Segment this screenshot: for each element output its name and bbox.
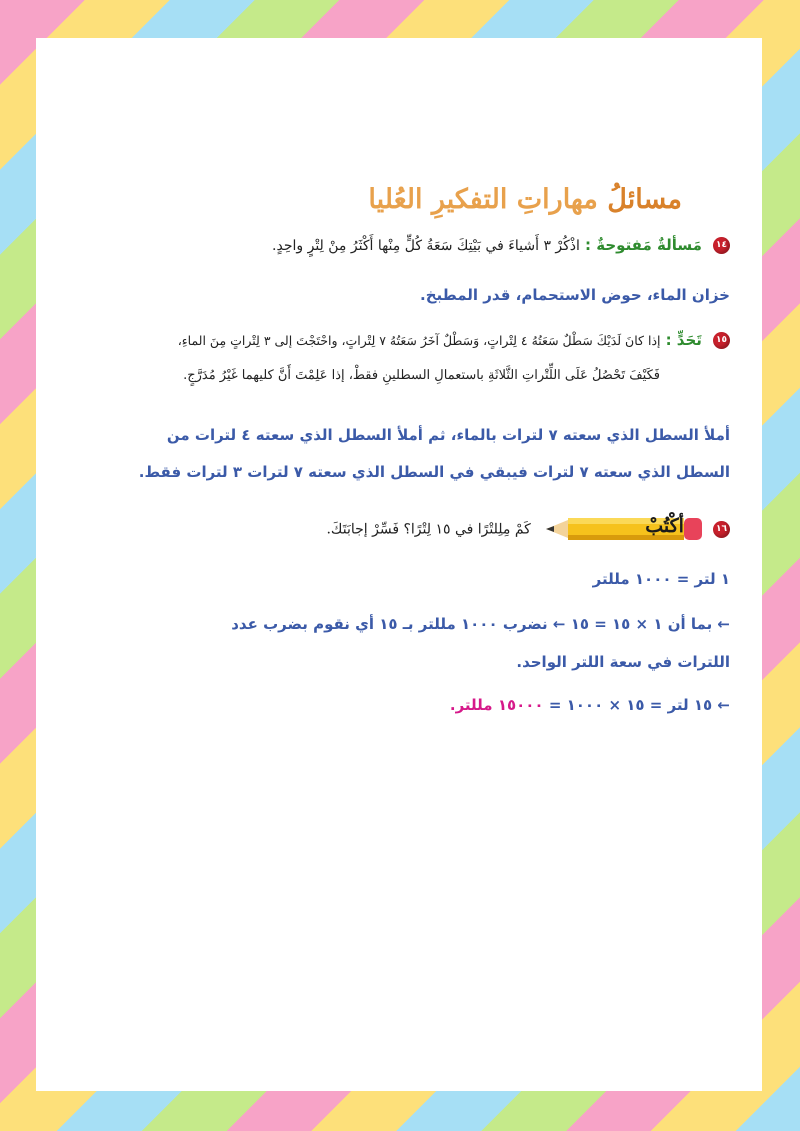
question-text: اذْكُرْ ٣ أَشياءَ في بَيْتِكَ سَعَةُ كُلٍّ مِنْها أَكْثَرُ مِنْ لِتْرٍ واحِدٍ.	[272, 238, 580, 254]
section-title-first-word: مسائلُ	[607, 184, 682, 215]
worksheet-content	[62, 38, 730, 1091]
question-number-badge: ١٥	[713, 332, 730, 349]
answer-14: خزان الماء، حوض الاستحمام، قدر المطبخ.	[420, 286, 730, 304]
question-text-line-2: فَكَيْفَ تَحْصُلُ عَلَى اللِّتْراتِ الثَّلاثَةِ باستعمالِ السطلينِ فقطْ، إذا عَلِمْتَ أَنَّ كليهما غَيْرُ مُدَرَّجٍ.	[183, 368, 660, 383]
question-label: مَسألةٌ مَفتوحةٌ :	[585, 236, 702, 254]
answer-16-line-1: ١ لتر = ١٠٠٠ مللتر	[592, 570, 730, 588]
answer-16-line-2: ← بما أن ١ × ١٥ = ١٥ ← نضرب ١٠٠٠ مللتر بـ ١٥ أي نقوم بضرب عدد	[231, 615, 730, 633]
answer-16-result: ١٥٠٠٠ مللتر.	[449, 696, 544, 714]
worksheet-page	[36, 38, 762, 1091]
question-14	[62, 235, 730, 254]
question-text-line-1: إذا كانَ لَدَيْكَ سَطْلٌ سَعَتُهُ ٤ لِتْراتٍ، وَسَطْلٌ آخَرُ سَعَتُهُ ٧ لِتْراتٍ، واحْتَجْتَ إلى ٣ لِتْراتٍ مِنَ الماءِ،	[177, 333, 661, 348]
answer-15-line-1: أملأ السطل الذي سعته ٧ لترات بالماء، ثم أملأ السطل الذي سعته ٤ لترات من	[166, 426, 730, 444]
pencil-label: أكْتُبْ	[645, 515, 684, 537]
section-title-rest: مهاراتِ التفكيرِ العُليا	[368, 184, 598, 215]
question-16	[62, 512, 730, 546]
question-text: كَمْ مِلِلتْرًا في ١٥ لِتْرًا؟ فَسِّرْ إجابَتَكَ.	[326, 521, 531, 538]
answer-16-line-3: اللترات في سعة اللتر الواحد.	[516, 653, 730, 671]
question-number-badge: ١٤	[713, 237, 730, 254]
question-15	[62, 330, 730, 349]
answer-15-line-2: السطل الذي سعته ٧ لترات فيبقي في السطل الذي سعته ٧ لترات ٣ لترات فقط.	[138, 463, 730, 481]
question-label: تَحَدٍّ :	[665, 331, 702, 349]
answer-16-line-4	[62, 696, 730, 714]
pencil-banner	[546, 512, 702, 546]
section-title	[368, 184, 682, 215]
question-number-badge: ١٦	[713, 521, 730, 538]
answer-16-equation: ← ١٥ لتر = ١٥ × ١٠٠٠ =	[543, 696, 730, 714]
